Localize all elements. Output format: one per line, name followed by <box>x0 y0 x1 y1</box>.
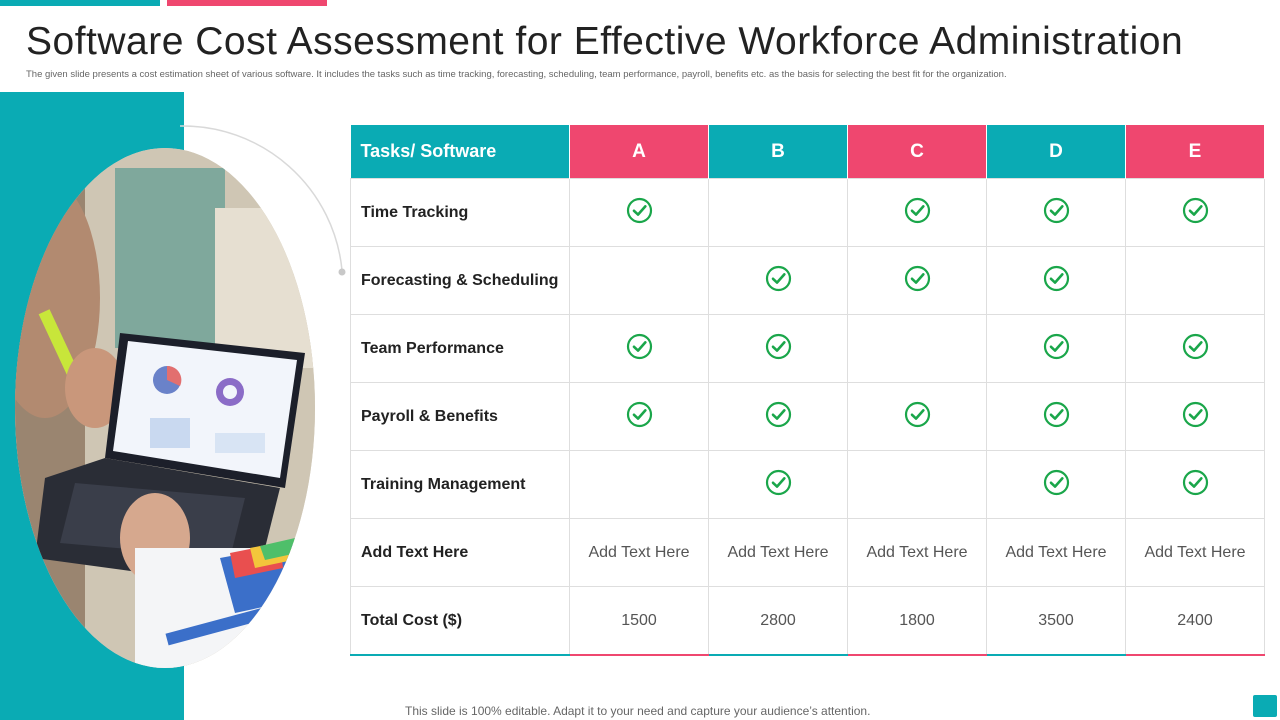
table-cell <box>987 451 1126 519</box>
table-cell <box>570 247 709 315</box>
check-circle-icon <box>1182 333 1209 360</box>
header-software-d: D <box>987 125 1126 179</box>
table-cell <box>987 383 1126 451</box>
cost-cell-d: 3500 <box>987 587 1126 656</box>
table-cell <box>848 451 987 519</box>
check-circle-icon <box>765 401 792 428</box>
table-cell <box>987 179 1126 247</box>
header-software-b: B <box>709 125 848 179</box>
task-time-tracking: Time Tracking <box>351 179 570 247</box>
table-cell <box>848 247 987 315</box>
table-row <box>351 383 1265 451</box>
table-cell <box>848 179 987 247</box>
check-circle-icon <box>626 333 653 360</box>
slide-footer-note: This slide is 100% editable. Adapt it to your need and capture your audience’s attention. <box>405 704 871 718</box>
table-row <box>351 247 1265 315</box>
table-cell <box>709 451 848 519</box>
table-cell <box>1126 315 1265 383</box>
task-team-performance: Team Performance <box>351 315 570 383</box>
text-cell-d: Add Text Here <box>987 519 1126 587</box>
text-cell-e: Add Text Here <box>1126 519 1265 587</box>
check-circle-icon <box>1182 469 1209 496</box>
table-cell <box>709 315 848 383</box>
table-header-row <box>351 125 1265 179</box>
table-cell <box>987 247 1126 315</box>
table-cell <box>709 383 848 451</box>
cost-cell-b: 2800 <box>709 587 848 656</box>
check-circle-icon <box>904 197 931 224</box>
table-cell <box>709 179 848 247</box>
check-circle-icon <box>765 333 792 360</box>
table-cell <box>1126 383 1265 451</box>
slide-title: Software Cost Assessment for Effective Workforce Administration <box>26 20 1184 63</box>
check-circle-icon <box>765 265 792 292</box>
cost-cell-a: 1500 <box>570 587 709 656</box>
check-circle-icon <box>1043 197 1070 224</box>
cost-cell-e: 2400 <box>1126 587 1265 656</box>
table-cell <box>570 383 709 451</box>
table-cell <box>1126 247 1265 315</box>
table-row <box>351 179 1265 247</box>
check-circle-icon <box>1043 469 1070 496</box>
check-circle-icon <box>904 401 931 428</box>
text-cell-b: Add Text Here <box>709 519 848 587</box>
table-row-total-cost <box>351 587 1265 656</box>
check-circle-icon <box>626 401 653 428</box>
task-total-cost: Total Cost ($) <box>351 587 570 656</box>
table-cell <box>987 315 1126 383</box>
check-circle-icon <box>1182 197 1209 224</box>
table-cell <box>1126 451 1265 519</box>
top-accent-bar-pink <box>167 0 327 6</box>
task-training-management: Training Management <box>351 451 570 519</box>
text-cell-a: Add Text Here <box>570 519 709 587</box>
table-cell <box>848 315 987 383</box>
cost-cell-c: 1800 <box>848 587 987 656</box>
header-software-a: A <box>570 125 709 179</box>
check-circle-icon <box>765 469 792 496</box>
header-software-c: C <box>848 125 987 179</box>
table-body <box>351 179 1265 656</box>
table-row <box>351 451 1265 519</box>
table-cell <box>570 179 709 247</box>
check-circle-icon <box>626 197 653 224</box>
task-add-text: Add Text Here <box>351 519 570 587</box>
corner-accent-square <box>1253 695 1277 717</box>
table-cell <box>848 383 987 451</box>
check-circle-icon <box>904 265 931 292</box>
header-tasks-software: Tasks/ Software <box>351 125 570 179</box>
task-forecasting-scheduling: Forecasting & Scheduling <box>351 247 570 315</box>
table-cell <box>709 247 848 315</box>
slide-subtitle: The given slide presents a cost estimation sheet of various software. It includes the tasks such as time tracking, forecasting, scheduling, team performance, payroll, benefits etc. as the basis for selecting the best fit for the organization. <box>26 69 1007 80</box>
table-row-text <box>351 519 1265 587</box>
header-software-e: E <box>1126 125 1265 179</box>
check-circle-icon <box>1043 265 1070 292</box>
table-cell <box>570 315 709 383</box>
table-cell <box>570 451 709 519</box>
top-accent-bar-teal <box>0 0 160 6</box>
text-cell-c: Add Text Here <box>848 519 987 587</box>
table-cell <box>1126 179 1265 247</box>
table-row <box>351 315 1265 383</box>
check-circle-icon <box>1043 401 1070 428</box>
task-payroll-benefits: Payroll & Benefits <box>351 383 570 451</box>
check-circle-icon <box>1043 333 1070 360</box>
photo-laptop-user <box>15 148 315 668</box>
software-comparison-table <box>350 125 1265 656</box>
check-circle-icon <box>1182 401 1209 428</box>
